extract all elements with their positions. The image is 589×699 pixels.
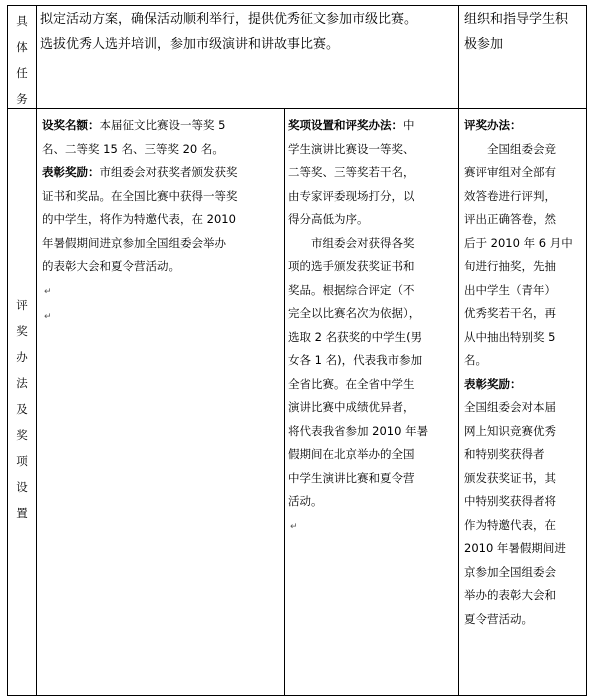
col3-text: 中特别奖获得者将: [464, 494, 556, 508]
col1-line: [42, 208, 282, 232]
col1-heading: 设奖名额：: [42, 118, 100, 132]
col1-text: 年暑假期间进京参加全国组委会举办: [42, 235, 226, 250]
col2-line: [288, 255, 456, 279]
paragraph-mark: ↵: [290, 521, 298, 532]
col2-line: [288, 302, 456, 326]
col3-text: 2010 年暑假期间进: [464, 541, 566, 555]
col1-line: [42, 279, 282, 305]
col2-line: [288, 114, 456, 138]
col2-line: [288, 232, 456, 256]
row1-label: [8, 8, 36, 112]
col3-text: 优秀奖若干名，再: [464, 306, 556, 320]
col3-line: [464, 396, 584, 420]
col2-line: [288, 373, 456, 397]
col1-line: [42, 232, 282, 256]
col2-line: [288, 514, 456, 540]
col3-line: [464, 514, 584, 538]
col2-line: [288, 443, 456, 467]
col3-line: [464, 279, 584, 303]
table-border-bottom: [7, 695, 587, 696]
row2-label: [8, 292, 36, 526]
col3-heading: 表彰奖励：: [464, 376, 522, 391]
col3-text: 赛评审组对全部有: [464, 165, 556, 179]
row1-role-cell: [464, 7, 584, 57]
col3-text: 网上知识竞赛优秀: [464, 423, 556, 438]
col2-line: [288, 161, 456, 185]
row2-label-char: 项: [16, 454, 28, 468]
col2-line: [288, 490, 456, 514]
col3-line: [464, 467, 584, 491]
col3-line: [464, 302, 584, 326]
col2-text: 完全以比赛名次为依据），: [288, 306, 421, 320]
col3-line: [464, 420, 584, 444]
col3-text: 全国组委会竞: [464, 141, 556, 156]
col1-line: [42, 114, 282, 138]
col1-heading: 表彰奖励：: [42, 165, 100, 179]
col2-line: [288, 349, 456, 373]
row2-label-char: 法: [16, 376, 28, 390]
row1-task-cell: [40, 7, 456, 57]
row1-label-char: 体: [16, 40, 28, 54]
col3-line: [464, 561, 584, 585]
row-divider: [7, 108, 587, 109]
col2-text: 学生演讲比赛设一等奖、: [288, 141, 415, 156]
col2-text: 女各 1 名)，代表我市参加: [288, 353, 423, 367]
col2-line: [288, 467, 456, 491]
row2-col2-cell: [288, 114, 456, 539]
col1-line: [42, 255, 282, 279]
role-line: 极参加: [464, 37, 504, 52]
col1-text: 名、二等奖 15 名、三等奖 20 名。: [42, 141, 224, 156]
col3-text: 评出正确答卷，然: [464, 212, 556, 226]
col2-col3-divider: [458, 5, 459, 696]
col3-text: 夏令营活动。: [464, 611, 533, 626]
col2-text: 演讲比赛中成绩优异者，: [288, 400, 415, 414]
col2-text: 选取 2 名获奖的中学生(男: [288, 329, 423, 344]
col1-text: 证书和奖品。在全国比赛中获得一等奖: [42, 188, 238, 203]
row2-label-char: 办: [16, 350, 28, 364]
col1-text: 市组委会对获奖者颁发获奖: [99, 165, 238, 179]
task-line: 拟定活动方案，确保活动顺利举行，提供优秀征文参加市级比赛。: [40, 12, 418, 27]
row2-label-char: 及: [16, 402, 28, 416]
col3-text: 旬进行抽奖，先抽: [464, 259, 556, 273]
col3-text: 后于 2010 年 6 月中: [464, 235, 573, 250]
col3-line: [464, 584, 584, 608]
col3-line: [464, 208, 584, 232]
col1-text: 的表彰大会和夏令营活动。: [42, 259, 180, 273]
paragraph-mark: ↵: [44, 286, 52, 297]
col2-line: [288, 279, 456, 303]
row2-col1-cell: [42, 114, 282, 330]
col1-line: [42, 138, 282, 162]
col3-line: [464, 255, 584, 279]
col3-line: [464, 608, 584, 632]
col2-line: [288, 138, 456, 162]
col2-text: 得分高低为序。: [288, 212, 369, 226]
col3-line: [464, 232, 584, 256]
col2-text: 假期间在北京举办的全国: [288, 447, 415, 461]
col2-line: [288, 396, 456, 420]
col1-line: [42, 161, 282, 185]
col3-text: 从中抽出特别奖 5: [464, 329, 556, 344]
row2-label-char: 奖: [16, 324, 28, 338]
table-border-right: [586, 5, 587, 696]
row1-label-char: 任: [16, 66, 28, 80]
role-line: 组织和指导学生积: [464, 12, 569, 27]
row1-label-char: 具: [16, 14, 28, 28]
col3-line: [464, 349, 584, 373]
col1-col2-divider: [284, 108, 285, 696]
col3-text: 作为特邀代表，在: [464, 517, 556, 532]
col2-line: [288, 185, 456, 209]
col2-text: 奖品。根据综合评定（不: [288, 282, 415, 297]
col2-text: 活动。: [288, 494, 323, 508]
row2-label-char: 评: [16, 298, 28, 312]
row2-col3-cell: [464, 114, 584, 631]
col2-text: 项的选手颁发获奖证书和: [288, 259, 415, 273]
col3-line: [464, 161, 584, 185]
col2-line: [288, 326, 456, 350]
col3-line: [464, 185, 584, 209]
row2-label-char: 奖: [16, 428, 28, 442]
col2-text: 中: [403, 118, 415, 132]
row2-label-char: 设: [16, 480, 28, 494]
col3-heading: 评奖办法：: [464, 118, 522, 132]
label-column-divider: [36, 5, 37, 696]
col2-line: [288, 208, 456, 232]
col3-line: [464, 537, 584, 561]
table-border-top: [7, 5, 587, 6]
col1-line: [42, 304, 282, 330]
task-line: 选拔优秀人选并培训，参加市级演讲和讲故事比赛。: [40, 37, 340, 52]
col3-line: [464, 138, 584, 162]
col3-text: 举办的表彰大会和: [464, 588, 556, 602]
col3-line: [464, 490, 584, 514]
col3-line: [464, 443, 584, 467]
col3-text: 全国组委会对本届: [464, 400, 556, 414]
col1-line: [42, 185, 282, 209]
col3-line: [464, 373, 584, 397]
col3-text: 名。: [464, 353, 487, 367]
col3-line: [464, 326, 584, 350]
col2-heading: 奖项设置和评奖办法：: [288, 118, 403, 132]
col1-text: 本届征文比赛设一等奖 5: [99, 118, 226, 132]
row2-label-char: 置: [16, 506, 28, 520]
col2-text: 全省比赛。在全省中学生: [288, 376, 415, 391]
col3-line: [464, 114, 584, 138]
col2-line: [288, 420, 456, 444]
col3-text: 和特别奖获得者: [464, 447, 545, 461]
col3-text: 出中学生（青年）: [464, 282, 556, 297]
col3-text: 颁发获奖证书，其: [464, 470, 556, 485]
paragraph-mark: ↵: [44, 312, 52, 322]
col2-text: 市组委会对获得各奖: [288, 235, 415, 250]
col2-text: 二等奖、三等奖若干名，: [288, 165, 415, 179]
col3-text: 效答卷进行评判，: [464, 188, 556, 203]
col3-text: 京参加全国组委会: [464, 564, 556, 579]
col1-text: 的中学生，将作为特邀代表，在 2010: [42, 212, 236, 226]
col2-text: 将代表我省参加 2010 年暑: [288, 423, 429, 438]
col2-text: 由专家评委现场打分，以: [288, 188, 415, 203]
row1-label-char: 务: [16, 92, 28, 106]
col2-text: 中学生演讲比赛和夏令营: [288, 470, 415, 485]
